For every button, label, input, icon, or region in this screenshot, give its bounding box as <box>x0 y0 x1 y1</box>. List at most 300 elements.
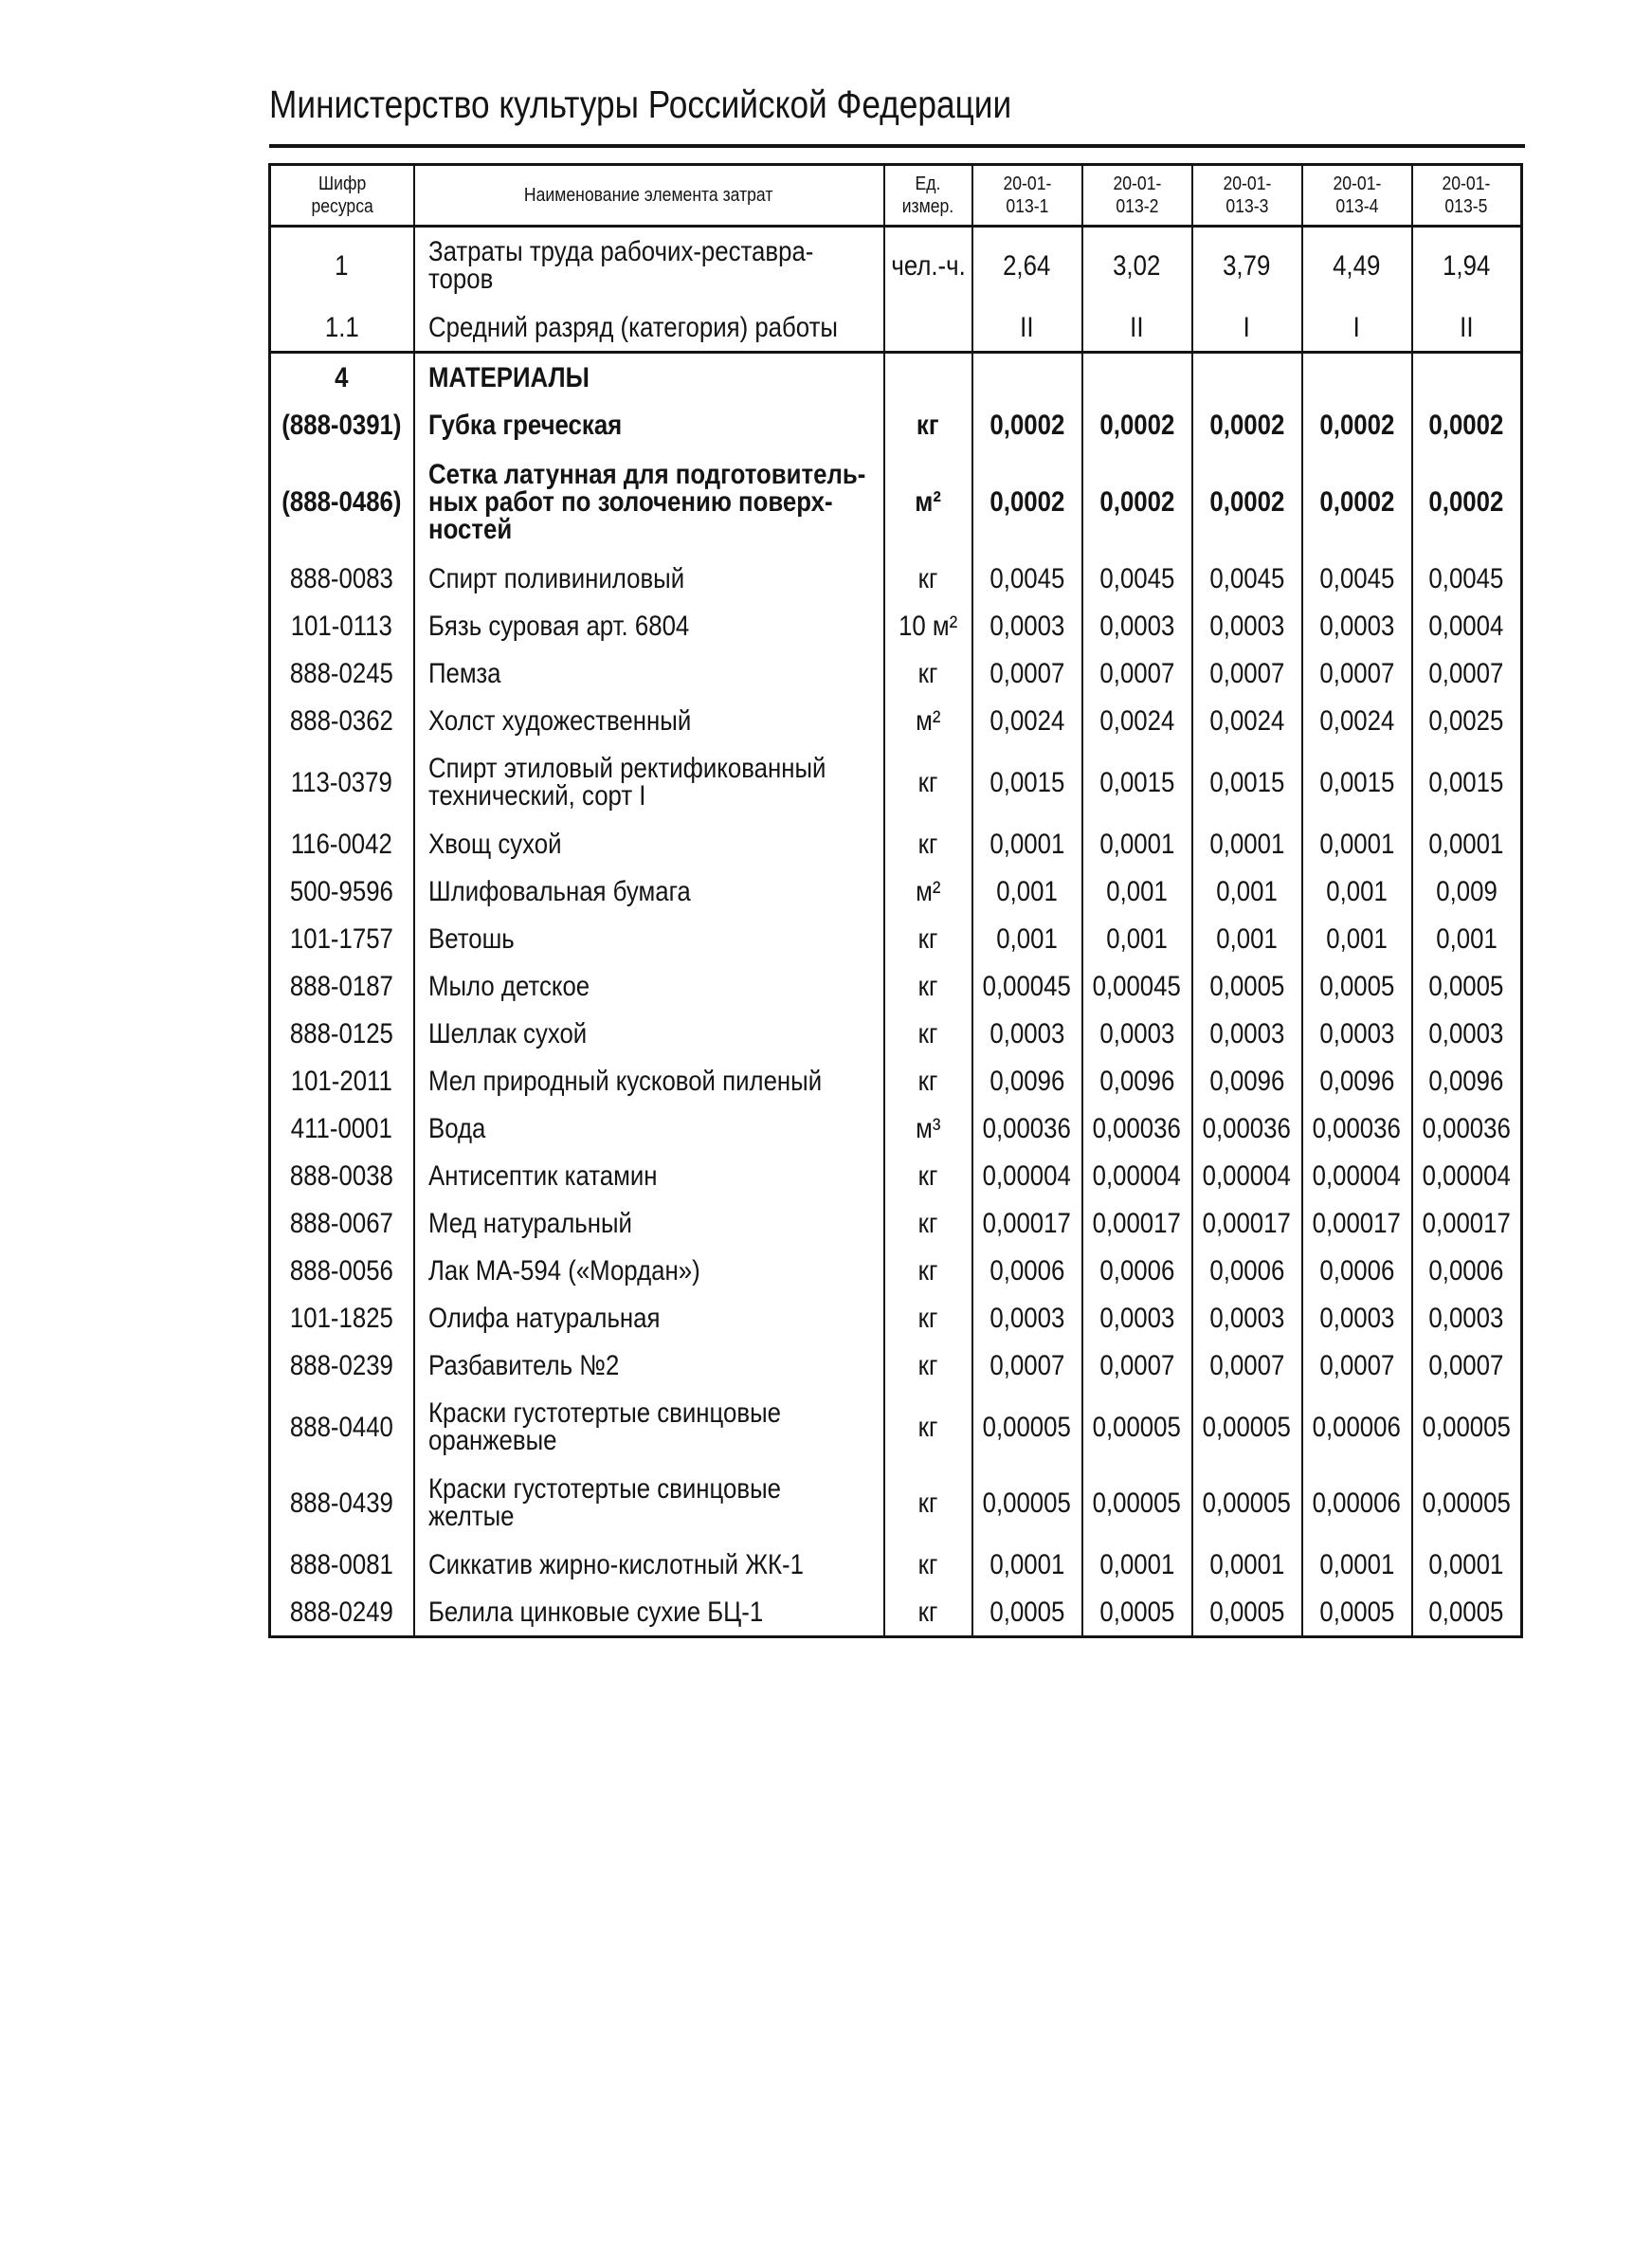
column-header-code <box>270 165 414 227</box>
value-cell-5 <box>1412 401 1522 448</box>
value-cell-3-text: I <box>1243 311 1251 343</box>
value-cell-5 <box>1412 1389 1522 1465</box>
value-cell-5-text: 0,0003 <box>1428 1302 1504 1334</box>
value-cell-3 <box>1192 602 1302 649</box>
unit-cell-text: кг <box>917 1487 938 1519</box>
cost-element-name-cell-text: Пемза <box>427 657 501 689</box>
cost-element-name-cell <box>414 602 884 649</box>
value-cell-1 <box>972 555 1082 602</box>
value-cell-3 <box>1192 1389 1302 1465</box>
value-cell-4 <box>1302 915 1412 962</box>
resource-code-cell <box>270 353 414 402</box>
resource-code-cell <box>270 1294 414 1342</box>
value-cell-1 <box>972 1057 1082 1104</box>
value-cell-5 <box>1412 1152 1522 1199</box>
value-cell-2-text: 0,0015 <box>1099 766 1174 798</box>
cost-element-name-cell-text: Сиккатив жирно-кислотный ЖК-1 <box>427 1548 804 1580</box>
value-cell-1 <box>972 649 1082 697</box>
resource-code-cell-text: (888-0486) <box>281 485 402 518</box>
value-cell-2-text: 0,0003 <box>1099 610 1174 642</box>
cost-element-name-cell-text: Шлифовальная бумага <box>427 875 691 907</box>
cost-element-name-cell-text: Средний разряд (категория) работы <box>427 311 838 343</box>
column-header-value-1 <box>972 165 1082 227</box>
value-cell-4-text: 0,0096 <box>1319 1065 1394 1097</box>
value-cell-5 <box>1412 602 1522 649</box>
value-cell-1 <box>972 1294 1082 1342</box>
cost-element-name-cell <box>414 1247 884 1294</box>
value-cell-5 <box>1412 697 1522 744</box>
resource-code-cell <box>270 1057 414 1104</box>
value-cell-5 <box>1412 227 1522 304</box>
unit-cell <box>884 744 972 820</box>
unit-cell-text: кг <box>917 562 938 594</box>
cost-element-name-cell <box>414 448 884 555</box>
column-header-value-4-label: 20-01- 013-4 <box>1333 173 1381 217</box>
value-cell-5-text: 0,0001 <box>1428 1548 1504 1580</box>
value-cell-2 <box>1082 1152 1192 1199</box>
value-cell-5 <box>1412 962 1522 1010</box>
value-cell-4-text: 0,00006 <box>1312 1411 1402 1443</box>
value-cell-4-text: 0,0003 <box>1319 610 1394 642</box>
value-cell-5 <box>1412 1465 1522 1541</box>
value-cell-4 <box>1302 697 1412 744</box>
resource-code-cell-text: 888-0056 <box>290 1254 394 1287</box>
table-row <box>270 1247 1522 1294</box>
table-row <box>270 1010 1522 1057</box>
column-header-unit-label: Ед. измер. <box>901 173 954 217</box>
value-cell-4 <box>1302 1057 1412 1104</box>
value-cell-2-text: 0,0001 <box>1099 1548 1174 1580</box>
resource-code-cell <box>270 448 414 555</box>
value-cell-2 <box>1082 1247 1192 1294</box>
value-cell-4-text: 0,0007 <box>1319 657 1394 689</box>
table-row <box>270 555 1522 602</box>
value-cell-4 <box>1302 867 1412 915</box>
unit-cell <box>884 820 972 867</box>
value-cell-2 <box>1082 744 1192 820</box>
value-cell-2-text: 0,0006 <box>1099 1254 1174 1287</box>
resource-code-cell <box>270 1342 414 1389</box>
value-cell-4 <box>1302 1588 1412 1637</box>
value-cell-1 <box>972 227 1082 304</box>
value-cell-2-text: 0,0003 <box>1099 1302 1174 1334</box>
value-cell-4 <box>1302 1152 1412 1199</box>
cost-element-name-cell-text: Губка греческая <box>427 409 622 441</box>
value-cell-2 <box>1082 555 1192 602</box>
value-cell-5-text: 0,009 <box>1435 875 1498 907</box>
value-cell-5 <box>1412 1294 1522 1342</box>
value-cell-5-text: 0,0007 <box>1428 657 1504 689</box>
value-cell-2-text: 0,00004 <box>1092 1159 1182 1192</box>
unit-cell-text: кг <box>917 1548 938 1580</box>
cost-element-name-cell <box>414 744 884 820</box>
table-row <box>270 649 1522 697</box>
value-cell-1 <box>972 1247 1082 1294</box>
unit-cell <box>884 602 972 649</box>
value-cell-1 <box>972 697 1082 744</box>
resource-code-cell-text: 500-9596 <box>290 875 394 907</box>
value-cell-4-text: 0,0002 <box>1319 485 1394 518</box>
value-cell-5-text: 1,94 <box>1443 249 1491 282</box>
value-cell-2 <box>1082 962 1192 1010</box>
value-cell-3 <box>1192 1588 1302 1637</box>
value-cell-5 <box>1412 915 1522 962</box>
value-cell-3 <box>1192 1010 1302 1057</box>
unit-cell-text: кг <box>917 1207 938 1239</box>
value-cell-1-text: 0,0006 <box>989 1254 1064 1287</box>
value-cell-1-text: II <box>1020 311 1034 343</box>
value-cell-5-text: 0,00005 <box>1422 1411 1511 1443</box>
unit-cell <box>884 962 972 1010</box>
value-cell-5-text: II <box>1460 311 1474 343</box>
value-cell-2 <box>1082 820 1192 867</box>
value-cell-1-text: 0,0002 <box>989 485 1064 518</box>
unit-cell <box>884 1389 972 1465</box>
value-cell-1 <box>972 448 1082 555</box>
unit-cell-text: кг <box>917 1302 938 1334</box>
value-cell-1-text: 0,00017 <box>982 1207 1072 1239</box>
value-cell-4 <box>1302 448 1412 555</box>
value-cell-4-text: 0,0005 <box>1319 970 1394 1002</box>
resource-code-cell <box>270 1465 414 1541</box>
value-cell-2 <box>1082 303 1192 353</box>
cost-element-name-cell <box>414 1465 884 1541</box>
value-cell-1-text: 2,64 <box>1003 249 1051 282</box>
value-cell-1 <box>972 744 1082 820</box>
value-cell-4 <box>1302 1294 1412 1342</box>
value-cell-2-text: 0,0002 <box>1099 409 1174 441</box>
cost-element-name-cell-text: Лак МА-594 («Мордан») <box>427 1254 700 1287</box>
value-cell-2-text: 0,0024 <box>1099 704 1174 737</box>
value-cell-4 <box>1302 1199 1412 1247</box>
value-cell-5-text: 0,0001 <box>1428 828 1504 860</box>
cost-element-name-cell-text: Разбавитель №2 <box>427 1349 619 1381</box>
value-cell-3-text: 0,0001 <box>1209 1548 1284 1580</box>
value-cell-1 <box>972 820 1082 867</box>
table-row <box>270 744 1522 820</box>
value-cell-3 <box>1192 962 1302 1010</box>
resource-code-cell-text: 888-0245 <box>290 657 394 689</box>
value-cell-3-text: 0,0002 <box>1209 485 1284 518</box>
cost-element-name-cell-text: Мыло детское <box>427 970 590 1002</box>
unit-cell-text: кг <box>917 828 938 860</box>
table-row <box>270 1199 1522 1247</box>
resource-code-cell <box>270 962 414 1010</box>
value-cell-4-text: 0,0003 <box>1319 1017 1394 1049</box>
resource-code-cell <box>270 1199 414 1247</box>
value-cell-4 <box>1302 820 1412 867</box>
value-cell-2-text: 3,02 <box>1113 249 1161 282</box>
value-cell-1-text: 0,0045 <box>989 562 1064 594</box>
resource-code-cell-text: 411-0001 <box>291 1112 393 1144</box>
cost-element-name-cell-text: Ветошь <box>427 922 515 955</box>
value-cell-4 <box>1302 744 1412 820</box>
unit-cell-text: кг <box>917 1411 938 1443</box>
value-cell-1-text: 0,0024 <box>989 704 1064 737</box>
value-cell-4 <box>1302 1010 1412 1057</box>
value-cell-2-text: 0,001 <box>1106 875 1168 907</box>
unit-cell <box>884 353 972 402</box>
value-cell-2 <box>1082 915 1192 962</box>
unit-cell <box>884 867 972 915</box>
unit-cell-text: кг <box>917 1159 938 1192</box>
value-cell-3-text: 0,00036 <box>1202 1112 1292 1144</box>
column-header-unit <box>884 165 972 227</box>
value-cell-1 <box>972 1010 1082 1057</box>
table-body <box>270 227 1522 1637</box>
resource-code-cell-text: 1 <box>335 249 349 282</box>
value-cell-1-text: 0,00004 <box>982 1159 1072 1192</box>
value-cell-3-text: 0,0007 <box>1209 1349 1284 1381</box>
column-header-value-5 <box>1412 165 1522 227</box>
resource-code-cell <box>270 1152 414 1199</box>
value-cell-3-text: 0,00017 <box>1202 1207 1292 1239</box>
value-cell-5-text: 0,0007 <box>1428 1349 1504 1381</box>
table-row <box>270 1342 1522 1389</box>
table-row <box>270 1057 1522 1104</box>
value-cell-2-text: 0,001 <box>1106 922 1168 955</box>
cost-element-name-cell <box>414 1152 884 1199</box>
resource-code-cell <box>270 602 414 649</box>
cost-element-name-cell <box>414 1588 884 1637</box>
unit-cell <box>884 401 972 448</box>
value-cell-2 <box>1082 1057 1192 1104</box>
value-cell-5 <box>1412 555 1522 602</box>
value-cell-4-text: 0,001 <box>1326 922 1388 955</box>
resource-code-cell-text: 888-0440 <box>290 1411 394 1443</box>
value-cell-2-text: 0,0002 <box>1099 485 1174 518</box>
unit-cell-text: м² <box>915 875 941 907</box>
cost-element-name-cell-text: Краски густотертые свинцовые желтые <box>427 1473 781 1532</box>
value-cell-3-text: 0,00004 <box>1202 1159 1292 1192</box>
value-cell-2 <box>1082 1104 1192 1152</box>
resource-code-cell <box>270 1247 414 1294</box>
value-cell-4-text: 0,0003 <box>1319 1302 1394 1334</box>
cost-element-name-cell <box>414 227 884 304</box>
value-cell-3 <box>1192 915 1302 962</box>
value-cell-4-text: I <box>1352 311 1361 343</box>
value-cell-2 <box>1082 1541 1192 1588</box>
value-cell-5 <box>1412 649 1522 697</box>
value-cell-2-text: 0,00005 <box>1092 1411 1182 1443</box>
value-cell-2-text: 0,0007 <box>1099 1349 1174 1381</box>
value-cell-3 <box>1192 303 1302 353</box>
resource-code-cell <box>270 227 414 304</box>
unit-cell-text: кг <box>917 1596 938 1628</box>
value-cell-4-text: 0,0001 <box>1319 1548 1394 1580</box>
resource-code-cell-text: (888-0391) <box>281 409 402 441</box>
table-row <box>270 915 1522 962</box>
value-cell-1-text: 0,0096 <box>989 1065 1064 1097</box>
value-cell-3-text: 0,001 <box>1216 922 1278 955</box>
value-cell-2-text: 0,0003 <box>1099 1017 1174 1049</box>
value-cell-3 <box>1192 1247 1302 1294</box>
column-header-value-2 <box>1082 165 1192 227</box>
unit-cell <box>884 1010 972 1057</box>
value-cell-1-text: 0,0001 <box>989 1548 1064 1580</box>
resource-code-cell <box>270 744 414 820</box>
column-header-name <box>414 165 884 227</box>
value-cell-2-text: 0,0007 <box>1099 657 1174 689</box>
unit-cell-text: кг <box>917 766 938 798</box>
resource-code-cell-text: 888-0038 <box>290 1159 394 1192</box>
page-title: Министерство культуры Российской Федерации <box>269 82 1012 126</box>
resource-code-cell-text: 888-0239 <box>290 1349 394 1381</box>
value-cell-3-text: 0,0003 <box>1209 1302 1284 1334</box>
value-cell-4-text: 0,0001 <box>1319 828 1394 860</box>
cost-table <box>268 163 1523 1638</box>
unit-cell <box>884 1342 972 1389</box>
value-cell-5-text: 0,0005 <box>1428 1596 1504 1628</box>
value-cell-4-text: 0,00004 <box>1312 1159 1402 1192</box>
value-cell-3-text: 0,0007 <box>1209 657 1284 689</box>
table-row <box>270 1465 1522 1541</box>
header-rule <box>269 144 1525 148</box>
unit-cell-text: кг <box>917 657 938 689</box>
table-row <box>270 962 1522 1010</box>
cost-element-name-cell-text: Бязь суровая арт. 6804 <box>427 610 689 642</box>
value-cell-4-text: 0,00036 <box>1312 1112 1402 1144</box>
value-cell-2-text: 0,00017 <box>1092 1207 1182 1239</box>
cost-element-name-cell-text: Олифа натуральная <box>427 1302 660 1334</box>
cost-element-name-cell-text: Мел природный кусковой пиленый <box>427 1065 822 1097</box>
column-header-value-4 <box>1302 165 1412 227</box>
value-cell-5-text: 0,00005 <box>1422 1487 1511 1519</box>
cost-element-name-cell <box>414 1342 884 1389</box>
value-cell-4 <box>1302 1389 1412 1465</box>
unit-cell <box>884 649 972 697</box>
unit-cell <box>884 1199 972 1247</box>
unit-cell-text: м² <box>915 485 941 518</box>
cost-element-name-cell-text: Белила цинковые сухие БЦ-1 <box>427 1596 763 1628</box>
value-cell-2 <box>1082 227 1192 304</box>
unit-cell <box>884 1465 972 1541</box>
value-cell-5-text: 0,0005 <box>1428 970 1504 1002</box>
value-cell-2 <box>1082 1389 1192 1465</box>
resource-code-cell <box>270 1104 414 1152</box>
value-cell-1-text: 0,001 <box>996 875 1058 907</box>
resource-code-cell-text: 888-0081 <box>290 1548 394 1580</box>
resource-code-cell-text: 101-0113 <box>291 610 393 642</box>
resource-code-cell-text: 113-0379 <box>291 766 393 798</box>
unit-cell-text: кг <box>917 1017 938 1049</box>
value-cell-1 <box>972 1588 1082 1637</box>
resource-code-cell <box>270 867 414 915</box>
cost-element-name-cell <box>414 867 884 915</box>
value-cell-2-text: 0,0096 <box>1099 1065 1174 1097</box>
cost-element-name-cell-text: Краски густотертые свинцовые оранжевые <box>427 1397 781 1456</box>
unit-cell-text: кг <box>917 1254 938 1287</box>
value-cell-5-text: 0,0096 <box>1428 1065 1504 1097</box>
unit-cell <box>884 448 972 555</box>
value-cell-3-text: 0,00005 <box>1202 1487 1292 1519</box>
value-cell-4-text: 0,00006 <box>1312 1487 1402 1519</box>
unit-cell-text: кг <box>917 409 939 441</box>
value-cell-3 <box>1192 401 1302 448</box>
cost-element-name-cell <box>414 555 884 602</box>
value-cell-5-text: 0,0045 <box>1428 562 1504 594</box>
value-cell-1 <box>972 303 1082 353</box>
value-cell-5 <box>1412 1199 1522 1247</box>
resource-code-cell <box>270 915 414 962</box>
unit-cell-text: кг <box>917 922 938 955</box>
value-cell-3-text: 0,0003 <box>1209 610 1284 642</box>
value-cell-3 <box>1192 353 1302 402</box>
value-cell-3-text: 0,001 <box>1216 875 1278 907</box>
value-cell-5-text: 0,001 <box>1435 922 1498 955</box>
table-row <box>270 227 1522 304</box>
cost-element-name-cell <box>414 303 884 353</box>
value-cell-2-text: 0,0005 <box>1099 1596 1174 1628</box>
value-cell-3 <box>1192 448 1302 555</box>
value-cell-2 <box>1082 867 1192 915</box>
cost-element-name-cell <box>414 1010 884 1057</box>
value-cell-5 <box>1412 1541 1522 1588</box>
value-cell-3-text: 0,0002 <box>1209 409 1284 441</box>
resource-code-cell-text: 1.1 <box>324 311 359 343</box>
value-cell-5-text: 0,0002 <box>1428 485 1504 518</box>
resource-code-cell-text: 888-0249 <box>290 1596 394 1628</box>
table-row <box>270 867 1522 915</box>
value-cell-1 <box>972 1104 1082 1152</box>
table-row <box>270 1588 1522 1637</box>
value-cell-4 <box>1302 401 1412 448</box>
value-cell-5-text: 0,00036 <box>1422 1112 1511 1144</box>
resource-code-cell <box>270 1541 414 1588</box>
resource-code-cell-text: 888-0125 <box>290 1017 394 1049</box>
table-row <box>270 1294 1522 1342</box>
value-cell-5 <box>1412 820 1522 867</box>
value-cell-2 <box>1082 697 1192 744</box>
value-cell-1 <box>972 867 1082 915</box>
value-cell-5 <box>1412 1342 1522 1389</box>
value-cell-3-text: 0,0003 <box>1209 1017 1284 1049</box>
value-cell-5 <box>1412 1104 1522 1152</box>
value-cell-1 <box>972 1465 1082 1541</box>
value-cell-3-text: 0,0045 <box>1209 562 1284 594</box>
resource-code-cell <box>270 1588 414 1637</box>
table-row <box>270 303 1522 353</box>
value-cell-3-text: 0,0006 <box>1209 1254 1284 1287</box>
table-header-row <box>270 165 1522 227</box>
value-cell-5 <box>1412 1588 1522 1637</box>
value-cell-3-text: 0,0001 <box>1209 828 1284 860</box>
table-row <box>270 1389 1522 1465</box>
value-cell-3-text: 0,0096 <box>1209 1065 1284 1097</box>
value-cell-3 <box>1192 649 1302 697</box>
resource-code-cell-text: 4 <box>335 361 349 393</box>
value-cell-3 <box>1192 1541 1302 1588</box>
resource-code-cell <box>270 820 414 867</box>
value-cell-2 <box>1082 1010 1192 1057</box>
value-cell-1-text: 0,0003 <box>989 610 1064 642</box>
value-cell-5-text: 0,0015 <box>1428 766 1504 798</box>
value-cell-5 <box>1412 1247 1522 1294</box>
unit-cell-text: м² <box>915 704 941 737</box>
value-cell-1 <box>972 401 1082 448</box>
value-cell-4 <box>1302 1541 1412 1588</box>
unit-cell <box>884 1247 972 1294</box>
unit-cell <box>884 1057 972 1104</box>
resource-code-cell <box>270 401 414 448</box>
resource-code-cell <box>270 303 414 353</box>
value-cell-4-text: 0,0007 <box>1319 1349 1394 1381</box>
cost-element-name-cell-text: Мед натуральный <box>427 1207 632 1239</box>
column-header-value-3-label: 20-01- 013-3 <box>1223 173 1271 217</box>
value-cell-1 <box>972 353 1082 402</box>
cost-element-name-cell-text: Шеллак сухой <box>427 1017 587 1049</box>
table-row <box>270 448 1522 555</box>
